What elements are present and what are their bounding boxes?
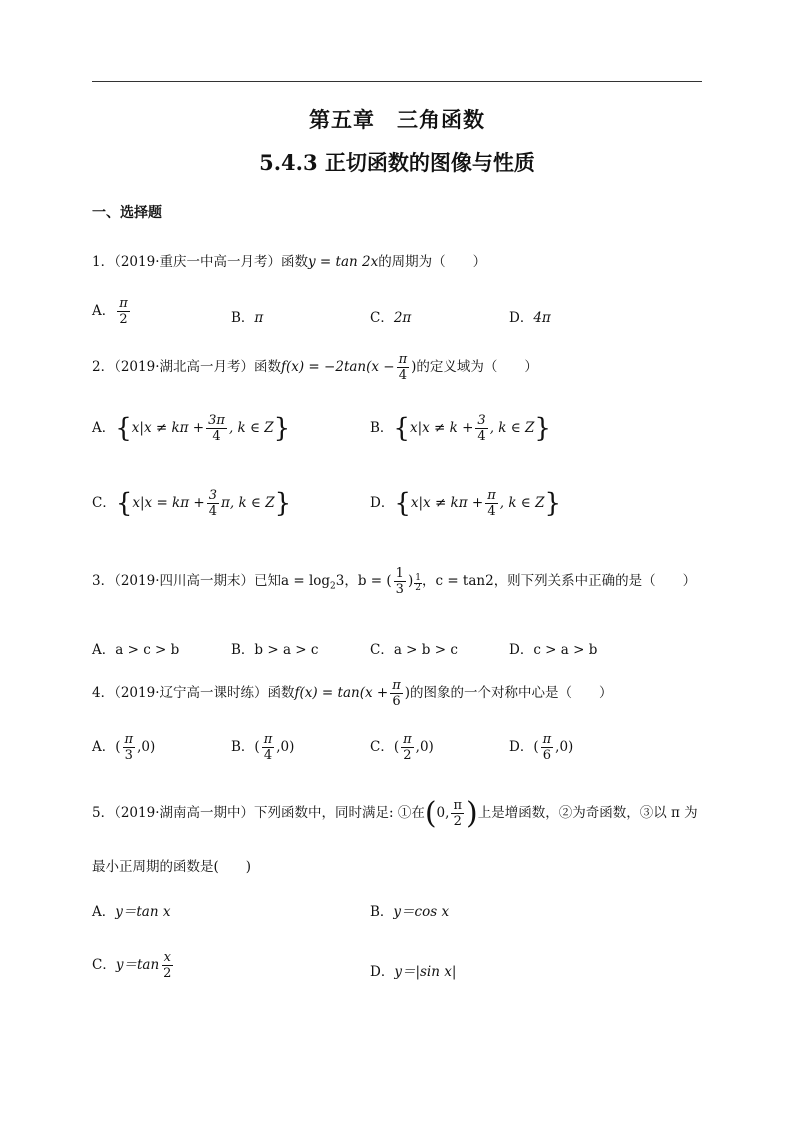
question-5-stem: 5．（2019·湖南高一期中）下列函数中，同时满足: ①在(0, $\frac{\pi}{2}$ )上是增函数，②为奇函数，③以 π 为 — [92, 796, 698, 831]
question-5-stem-line2: 最小正周期的函数是( ) — [92, 859, 252, 875]
question-3-option-b: B．b > a > c — [231, 642, 319, 658]
question-5-option-b: B．y＝cos x — [370, 904, 450, 920]
question-5-option-c: C．y＝tan $\frac{x}{2}$ — [92, 950, 172, 981]
question-4-stem: 4．（2019·辽宁高一课时练）函数f(x) = tan(x + $\frac{\pi}{6}$ )的图象的一个对称中心是（ ） — [92, 678, 613, 709]
question-4-option-c: C．( $\frac{\pi}{2}$ ,0) — [370, 732, 434, 763]
question-2-stem: 2．（2019·湖北高一月考）函数f(x) = −2tan(x − $\frac{\pi}{4}$ )的定义域为（ ） — [92, 352, 538, 383]
question-3-option-a: A．a > c > b — [92, 642, 180, 658]
question-4-option-b: B．( $\frac{\pi}{4}$ ,0) — [231, 732, 295, 763]
section-title: 5.4.3 正切函数的图像与性质 — [259, 150, 535, 175]
question-2-option-b: B．{x|x ≠ k + $\frac{3}{4}$ , k ∈ Z} — [370, 413, 551, 444]
question-1-option-a: A． $\frac{\pi}{2}$ — [92, 296, 128, 327]
question-5-option-a: A．y＝tan x — [92, 904, 171, 920]
chapter-title: 第五章 三角函数 — [309, 107, 485, 132]
question-3-option-d: D．c > a > b — [509, 642, 598, 658]
question-3-option-c: C．a > b > c — [370, 642, 458, 658]
question-1-option-d: D．4π — [509, 310, 551, 326]
question-3-stem: 3．（2019·四川高一期末）已知$a = \log_23$，b = ( $\frac{1}{3}$ ) $\frac{1}{2}$ ，c = tan2，则下列关系中正确的是（ ） — [92, 566, 697, 597]
header-rule — [92, 81, 702, 82]
question-4-option-d: D．( $\frac{\pi}{6}$ ,0) — [509, 732, 574, 763]
question-type-heading: 一、选择题 — [92, 205, 162, 221]
question-4-option-a: A．( $\frac{\pi}{3}$ ,0) — [92, 732, 156, 763]
question-1-option-c: C．2π — [370, 310, 412, 326]
question-2-option-c: C．{x|x = kπ + $\frac{3}{4}$ π, k ∈ Z} — [92, 488, 292, 519]
question-2-option-d: D．{x|x ≠ kπ + $\frac{\pi}{4}$ , k ∈ Z} — [370, 488, 562, 519]
question-2-option-a: A．{x|x ≠ kπ + $\frac{3\pi}{4}$ , k ∈ Z} — [92, 413, 291, 444]
question-5-option-d: D．y＝|sin x| — [370, 964, 457, 980]
question-1-stem: 1．（2019·重庆一中高一月考）函数y = tan 2x的周期为（ ） — [92, 254, 487, 270]
question-1-option-b: B．π — [231, 310, 264, 326]
